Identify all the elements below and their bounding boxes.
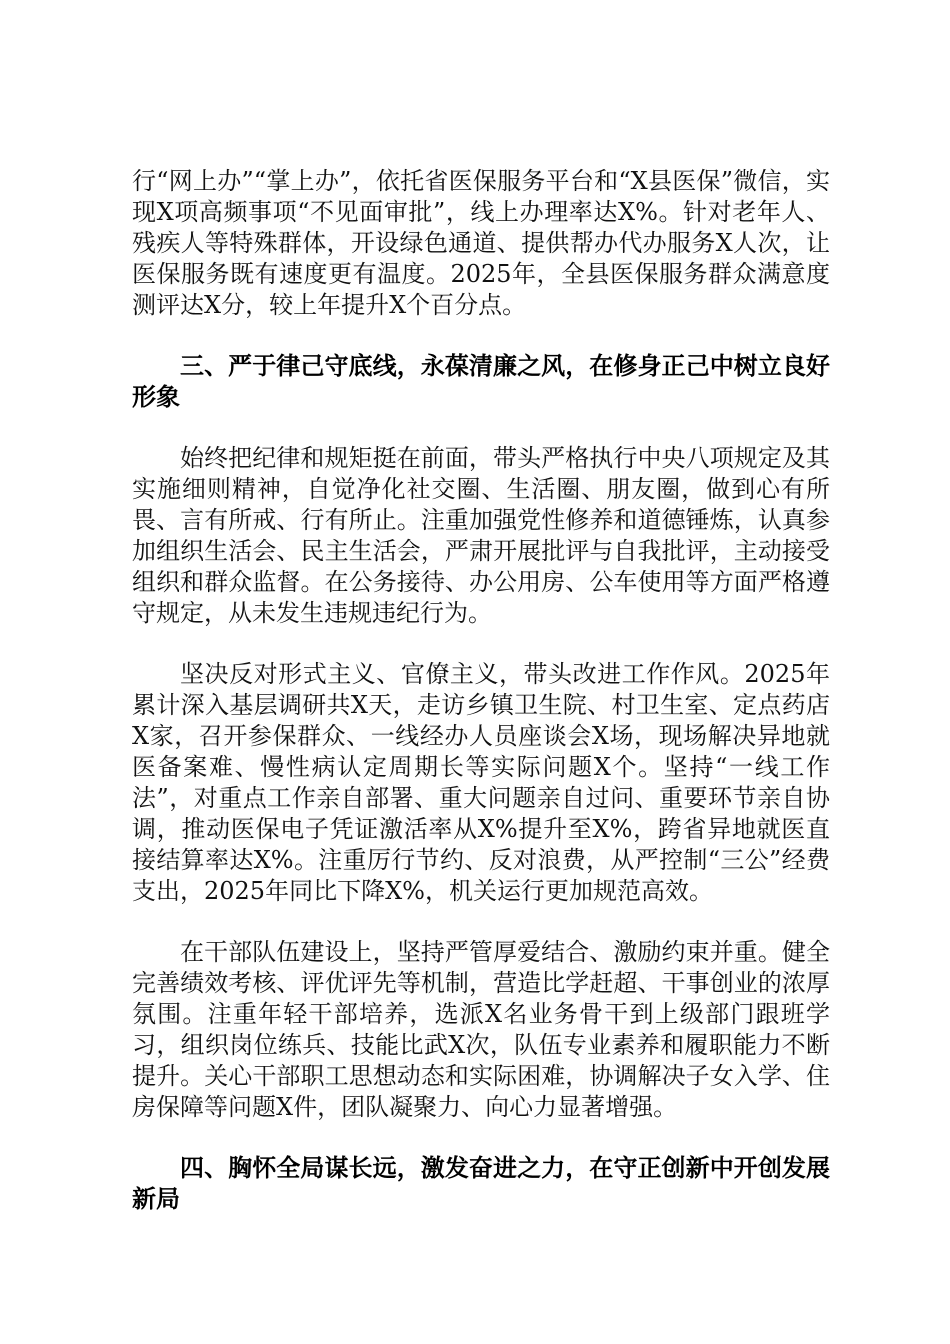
paragraph-3-1: 始终把纪律和规矩挺在前面，带头严格执行中央八项规定及其实施细则精神，自觉净化社交圈、生活圈、朋友圈，做到心有所畏、言有所戒、行有所止。注重加强党性修养和道德锤炼，认真参加组织生活会、民主生活会，严肃开展批评与自我批评，主动接受组织和群众监督。在公务接待、办公用房、公车使用等方面严格遵守规定，从未发生违规违纪行为。 (132, 444, 830, 627)
paragraph-3-2: 坚决反对形式主义、官僚主义，带头改进工作作风。2025年累计深入基层调研共X天，走访乡镇卫生院、村卫生室、定点药店X家，召开参保群众、一线经办人员座谈会X场，现场解决异地就医备案难、慢性病认定周期长等实际问题X个。坚持“一线工作法”，对重点工作亲自部署、重大问题亲自过问、重要环节亲自协调，推动医保电子凭证激活率从X%提升至X%，跨省异地就医直接结算率达X%。注重厉行节约、反对浪费，从严控制“三公”经费支出，2025年同比下降X%，机关运行更加规范高效。 (132, 660, 830, 905)
paragraph-continued: 行“网上办”“掌上办”，依托省医保服务平台和“X县医保”微信，实现X项高频事项“不见面审批”，线上办理率达X%。针对老年人、残疾人等特殊群体，开设绿色通道、提供帮办代办服务X人次，让医保服务既有速度更有温度。2025年，全县医保服务群众满意度测评达X分，较上年提升X个百分点。 (132, 167, 830, 319)
section-heading-3: 三、严于律己守底线，永葆清廉之风，在修身正己中树立良好形象 (132, 352, 830, 411)
paragraph-3-3: 在干部队伍建设上，坚持严管厚爱结合、激励约束并重。健全完善绩效考核、评优评先等机制，营造比学赶超、干事创业的浓厚氛围。注重年轻干部培养，选派X名业务骨干到上级部门跟班学习，组织岗位练兵、技能比武X次，队伍专业素养和履职能力不断提升。关心干部职工思想动态和实际困难，协调解决子女入学、住房保障等问题X件，团队凝聚力、向心力显著增强。 (132, 938, 830, 1121)
document-body (132, 166, 830, 1245)
section-heading-4: 四、胸怀全局谋长远，激发奋进之力，在守正创新中开创发展新局 (132, 1154, 830, 1213)
